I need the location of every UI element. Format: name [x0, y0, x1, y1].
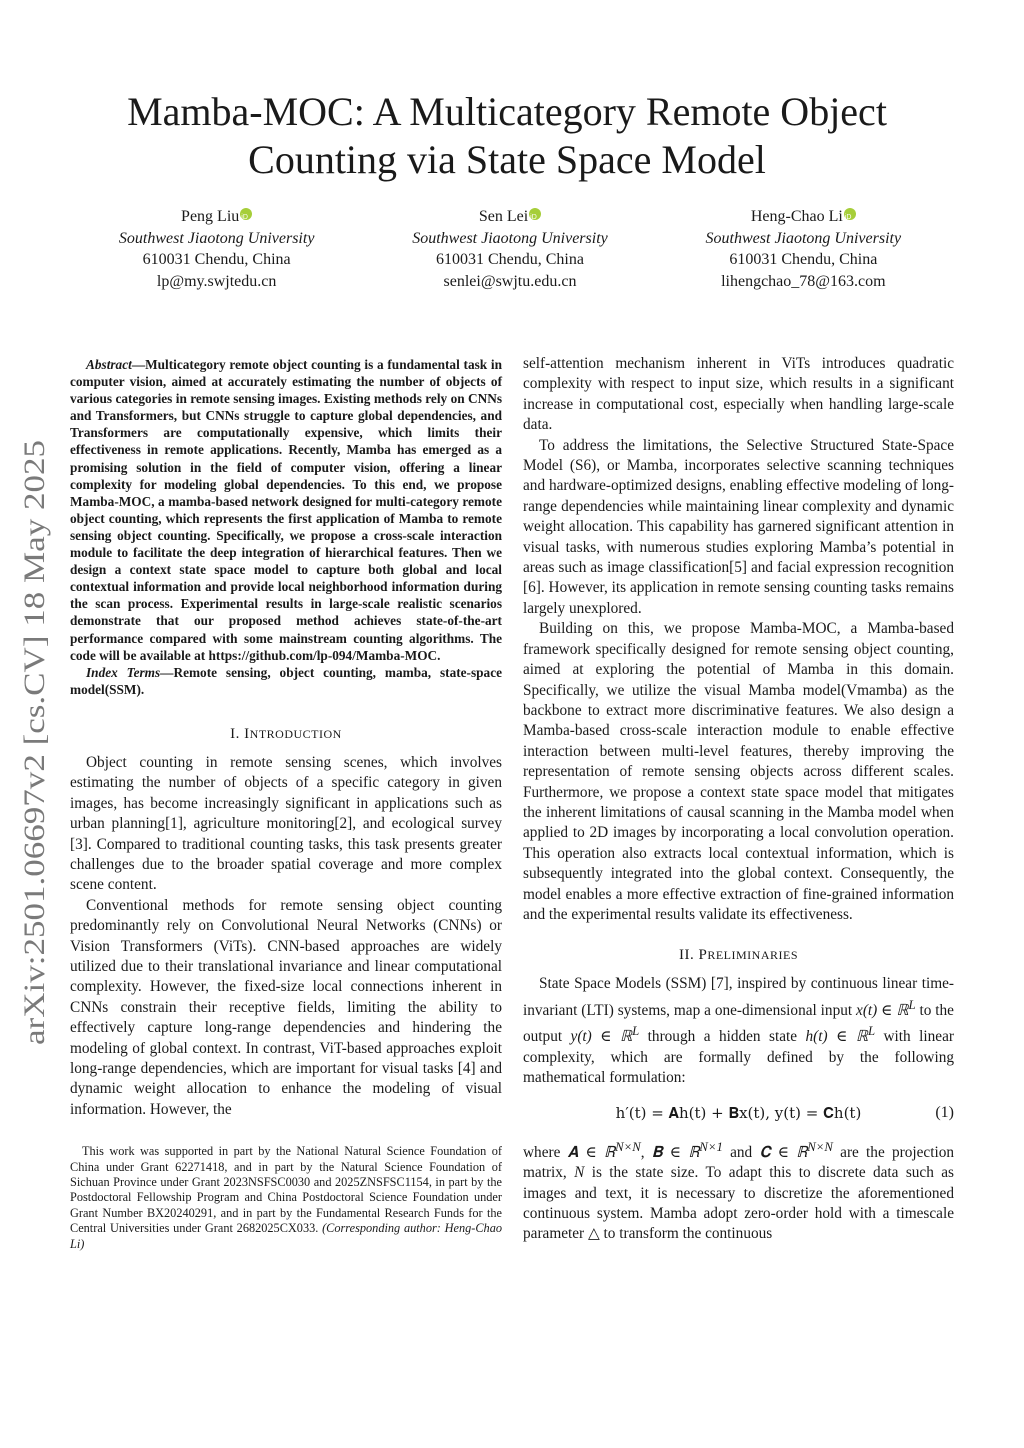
author-name: Peng Liu: [181, 208, 240, 225]
author-1: [70, 206, 363, 292]
author-name: Heng-Chao Li: [750, 208, 843, 225]
footnote-corresponding: (Corresponding author: Heng-Chao Li): [70, 1221, 502, 1251]
intro-paragraph-3: self-attention mechanism inherent in ViTs introduces quadratic complexity with respect to input size, which results in a significant increase in computational cost, especially when handling large-scale data.: [523, 355, 954, 434]
orcid-icon[interactable]: [529, 208, 541, 220]
author-affiliation: Southwest Jiaotong University: [705, 229, 902, 247]
equation-number: (1): [935, 1103, 954, 1121]
preliminaries-paragraph-1: State Space Models (SSM) [7], inspired by continuous linear time-invariant (LTI) systems, map a one-dimensional input x(t) ∈ ℝ$^L$ to the output y(t) ∈ ℝ$^L$ through a hidden state h(t) ∈ ℝ$^L$ with linear complexity, which are formally defined by the following mathematical formulation:: [523, 975, 954, 1087]
arxiv-identifier-stamp: [8, 440, 54, 1050]
preliminaries-paragraph-2: where 𝐀 ∈ ℝ$^{N\times N}$, 𝐁 ∈ ℝ$^{N\times 1}$ and 𝐂 ∈ ℝ$^{N\times N}$ are the projection matrix, N is the state size. To adapt this to discrete data such as images and text, it is necessary to discretize the aforementioned continuous system. Mamba adopt zero-order hold with a timescale parameter △ to transform the continuous: [523, 1139, 954, 1243]
abstract: [70, 356, 502, 664]
intro-paragraph-2: Conventional methods for remote sensing object counting predominantly rely on Convolutional Neural Networks (CNNs) or Vision Transformers (ViTs). CNN-based approaches are widely utilized due to their translational invariance and linear computational complexity. However, the fixed-size local connections inherent in CNNs constrain their receptive fields, limiting the ability to effectively capture long-range dependencies and hindering the modeling of global context. In contrast, ViT-based approaches exploit long-range dependencies, which are important for visual tasks [4] and dynamic weight allocation to enhance the modeling of visual information. However, the: [70, 896, 502, 1118]
author-3: [657, 206, 950, 292]
arxiv-stamp-text: arXiv:2501.06697v2 [cs.CV] 18 May 2025: [18, 526, 51, 1045]
footnote: [70, 1144, 502, 1252]
equation-1: [523, 1101, 954, 1125]
abstract-label: Abstract: [86, 357, 132, 372]
intro-paragraph-5: Building on this, we propose Mamba-MOC, a Mamba-based framework specifically designed for remote sensing object counting, aimed at exploring the potential of Mamba in this domain. Specifically, we utilize the visual Mamba model(Vmamba) as the backbone to extract more discriminative features. We also design a Mamba-based cross-scale interaction module to enable effective interaction between multi-level features, thereby improving the representation of remote sensing objects across different scales. Furthermore, we propose a context state space model that mitigates the inherent limitations of causal scanning in the Mamba model when applied to 2D images by incorporating a local convolution operation. This operation also extracts local contextual information, which is subsequently integrated into the global context. Consequently, the model enables a more effective extraction of fine-grained information and the experimental results validate its effectiveness.: [523, 620, 954, 923]
index-terms: [70, 664, 502, 698]
author-address: 610031 Chendu, China: [435, 251, 584, 268]
abstract-text: —Multicategory remote object counting is a fundamental task in computer vision, aimed at accurately estimating the number of objects of various categories in remote sensing images. Existing methods rely on CNNs and Transformers, but CNNs struggle to capture global dependencies, and Transformers are computationally expensive, which limits their effectiveness in remote applications. Recently, Mamba has emerged as a promising solution in the field of computer vision, offering a linear complexity for modeling global dependencies. To this end, we propose Mamba-MOC, a mamba-based network designed for multi-category remote object counting, which represents the first application of Mamba to remote sensing object counting. Specifically, we propose a cross-scale interaction module to facilitate the deep integration of hierarchical features. Then we design a context state space model to capture both global and local contextual information and provide local neighborhood information during the scan process. Experimental results in large-scale realistic scenarios demonstrate that our proposed method achieves state-of-the-art performance compared with some mainstream counting algorithms. The code will be available at https://github.com/lp-094/Mamba-MOC.: [70, 357, 502, 663]
title-line-1: Mamba-MOC: A Multicategory Remote Object: [127, 89, 887, 134]
author-email: lp@my.swjtedu.cn: [156, 272, 277, 290]
index-terms-text: —Remote sensing, object counting, mamba, state-space model(SSM).: [70, 664, 502, 697]
author-address: 610031 Chendu, China: [142, 251, 291, 268]
orcid-icon[interactable]: [844, 208, 856, 220]
left-column: [70, 356, 502, 1252]
author-email: lihengchao_78@163.com: [721, 272, 886, 290]
author-name: Sen Lei: [478, 208, 529, 225]
paper-title: [90, 88, 924, 184]
author-email: senlei@swjtu.edu.cn: [443, 272, 577, 290]
section-heading-preliminaries: II. PRELIMINARIES: [678, 947, 798, 964]
title-line-2: Counting via State Space Model: [248, 137, 766, 182]
author-block: [70, 206, 950, 292]
equation-formula: h′(t) = 𝐀h(t) + 𝐁x(t), y(t) = 𝐂h(t): [615, 1103, 862, 1122]
author-2: [363, 206, 656, 292]
index-terms-label: Index Terms: [86, 664, 161, 680]
right-column: [523, 354, 954, 1245]
orcid-icon[interactable]: [240, 208, 252, 220]
author-affiliation: Southwest Jiaotong University: [412, 229, 608, 247]
arxiv-stamp-svg: [8, 440, 54, 1050]
section-heading-introduction: I. INTRODUCTION: [230, 725, 342, 742]
intro-paragraph-4: To address the limitations, the Selective Structured State-Space Model (S6), or Mamba, incorporates selective scanning techniques and hardware-optimized designs, enabling effective modeling of long-range dependencies while maintaining linear complexity and dynamic weight allocation. This capability has garnered significant attention in visual tasks, with numerous studies exploring Mamba’s potential in areas such as image classification[5] and facial expression recognition [6]. However, its application in remote sensing counting tasks remains largely unexplored.: [523, 436, 954, 617]
intro-paragraph-1: Object counting in remote sensing scenes, which involves estimating the number of objects of a specific category in given images, has become increasingly significant in applications such as urban planning[1], agriculture monitoring[2], and ecological survey [3]. Compared to traditional counting tasks, this task presents greater challenges due to the broader spatial coverage and more complex scene content.: [70, 753, 502, 894]
author-affiliation: Southwest Jiaotong University: [118, 229, 315, 247]
author-address: 610031 Chendu, China: [729, 251, 878, 268]
footnote-text: This work was supported in part by the National Natural Science Foundation of China under Grant 62271418, and in part by the Natural Science Foundation of Sichuan Province under Grant 2023NSFSC0030 and 2025ZNSFSC1154, in part by the Postdoctoral Fellowship Program and China Postdoctoral Science Foundation under Grant Number BX20240291, and in part by the Fundamental Research Funds for the Central Universities under Grant 2682025CX033.: [70, 1144, 502, 1236]
